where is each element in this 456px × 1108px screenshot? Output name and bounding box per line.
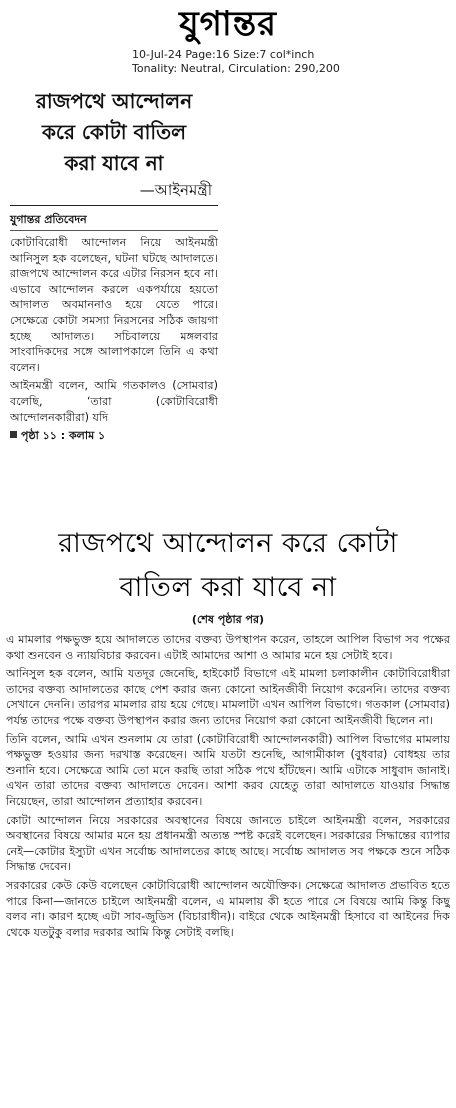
continuation-text: পৃষ্ঠা ১১ : কলাম ১ <box>21 429 106 443</box>
continuation-note <box>10 428 218 444</box>
front-headline-line: করা যাবে না <box>64 151 164 175</box>
jump-headline-line: বাতিল করা যাবে না <box>119 572 337 603</box>
front-headline <box>10 86 218 179</box>
meta-line-date-page-size: 10-Jul-24 Page:16 Size:7 col*inch <box>132 48 315 61</box>
jump-page-clipping <box>6 522 450 943</box>
jump-headline <box>6 522 450 610</box>
newspaper-logo <box>0 0 456 48</box>
article-paragraph: তিনি বলেন, আমি এখন শুনলাম যে তারা (কোটাবিরোধী আন্দোলনকারী) আপিল বিভাগের মামলায় পক্ষভুক্ত হওয়ার জন্য দরখাস্ত করেছেন। আমি যতটা শুনেছি, আগামীকাল (বুধবার) বোধহয় তার শুনানি হবে। সেক্ষেত্রে আমি তো মনে করছি তারা সঠিক পথে হাঁটছেন। আমি এটাকে সাধুবাদ জানাই। এখন তারা তাদের বক্তব্য আদালতে দেবেন। আশা করব যেহেতু তারা আদালতে যাওয়ার সিদ্ধান্ত নিয়েছেন, তারা আন্দোলন প্রত্যাহার করবেন। <box>6 732 450 808</box>
front-headline-line: করে কোটা বাতিল <box>41 120 187 144</box>
front-page-clipping <box>10 86 218 444</box>
reporter-credit: যুগান্তর প্রতিবেদন <box>10 213 87 226</box>
jump-article-body <box>6 632 450 940</box>
article-paragraph: কোটাবিরোধী আন্দোলন নিয়ে আইনমন্ত্রী আনিসুল হক বলেছেন, ঘটনা ঘটছে আদালতে। রাজপথে আন্দোলন করে এটার নিরসন হবে না। এভাবে আন্দোলন করলে একপর্যায়ে হয়তো আদালত অবমাননাও হয়ে যেতে পারে। সেক্ষেত্রে কোটা সমস্যা নিরসনের সঠিক জায়গা হচ্ছে আদালত। সচিবালয়ে মঙ্গলবার সাংবাদিকদের সঙ্গে আলাপকালে তিনি এ কথা বলেন। <box>10 236 218 374</box>
front-article-body <box>10 235 218 425</box>
article-paragraph: সরকারের কেউ কেউ বলেছেন কোটাবিরোধী আন্দোলন অযৌক্তিক। সেক্ষেত্রে আদালত প্রভাবিত হতে পারে কিনা—জানতে চাইলে আইনমন্ত্রী বলেন, এ মামলায় কী হতে পারে সে বিষয়ে আমি কিন্তু কিছু বলব না। কারণ হচ্ছে এটা সাব-জুডিস (বিচারাধীন)। বাইরে থেকে আইনমন্ত্রী হিসাবে বা আইনের দিক থেকে যতটুকু বলার দরকার আমি কিন্তু সেটাই বলছি। <box>6 878 450 939</box>
divider <box>10 205 218 206</box>
clip-metadata <box>132 48 432 76</box>
jump-subhead: (শেষ পৃষ্ঠার পর) <box>191 613 265 626</box>
square-bullet-icon <box>10 431 17 438</box>
meta-line-tonality-circulation: Tonality: Neutral, Circulation: 290,200 <box>132 62 340 75</box>
headline-attribution: —আইনমন্ত্রী <box>139 181 212 199</box>
divider <box>10 230 218 231</box>
jump-headline-line: রাজপথে আন্দোলন করে কোটা <box>58 528 398 559</box>
article-paragraph: কোটা আন্দোলন নিয়ে সরকারের অবস্থানের বিষয়ে জানতে চাইলে আইনমন্ত্রী বলেন, সরকারের অবস্থানের বিষয়ে আমার মনে হয় প্রধানমন্ত্রী অত্যন্ত স্পষ্ট করেই বলেছেন। সরকারের সিদ্ধান্তের ব্যাপার নেই—কোটার ইস্যুটা এখন সর্বোচ্চ আদালতের কাছে আছে। সর্বোচ্চ আদালত সব পক্ষকে শুনে সঠিক সিদ্ধান্ত দেবেন। <box>6 813 450 874</box>
logo-text: যুগান্তর <box>179 4 277 44</box>
article-paragraph: এ মামলার পক্ষভুক্ত হয়ে আদালতে তাদের বক্তব্য উপস্থাপন করেন, তাহলে আপিল বিভাগ সব পক্ষের কথা শুনবেন ও ন্যায়বিচার করবেন। এটাই আমাদের আশা ও আমার মনে হয় সেটাই হবে। <box>6 633 450 662</box>
article-paragraph: আইনমন্ত্রী বলেন, আমি গতকালও (সোমবার) বলেছি, ‘তারা (কোটাবিরোধী আন্দোলনকারীরা) যদি <box>10 379 218 424</box>
front-headline-line: রাজপথে আন্দোলন <box>35 89 193 113</box>
article-paragraph: আনিসুল হক বলেন, আমি যতদূর জেনেছি, হাইকোর্ট বিভাগে এই মামলা চলাকালীন কোটাবিরোধীরা তাদের বক্তব্য আদালতের কাছে পেশ করার জন্য কোনো আইনজীবী নিয়োগ করেননি। তাদের বক্তব্য সেখানে দেননি। তারপর মামলার রায় হয়ে গেছে। মামলাটা এখন আপিল বিভাগে। গতকাল (সোমবার) পর্যন্ত তাদের পক্ষে বক্তব্য উপস্থাপন করার জন্য তাদের নিয়োগ করা কোনো আইনজীবী ছিলেন না। <box>6 667 450 727</box>
